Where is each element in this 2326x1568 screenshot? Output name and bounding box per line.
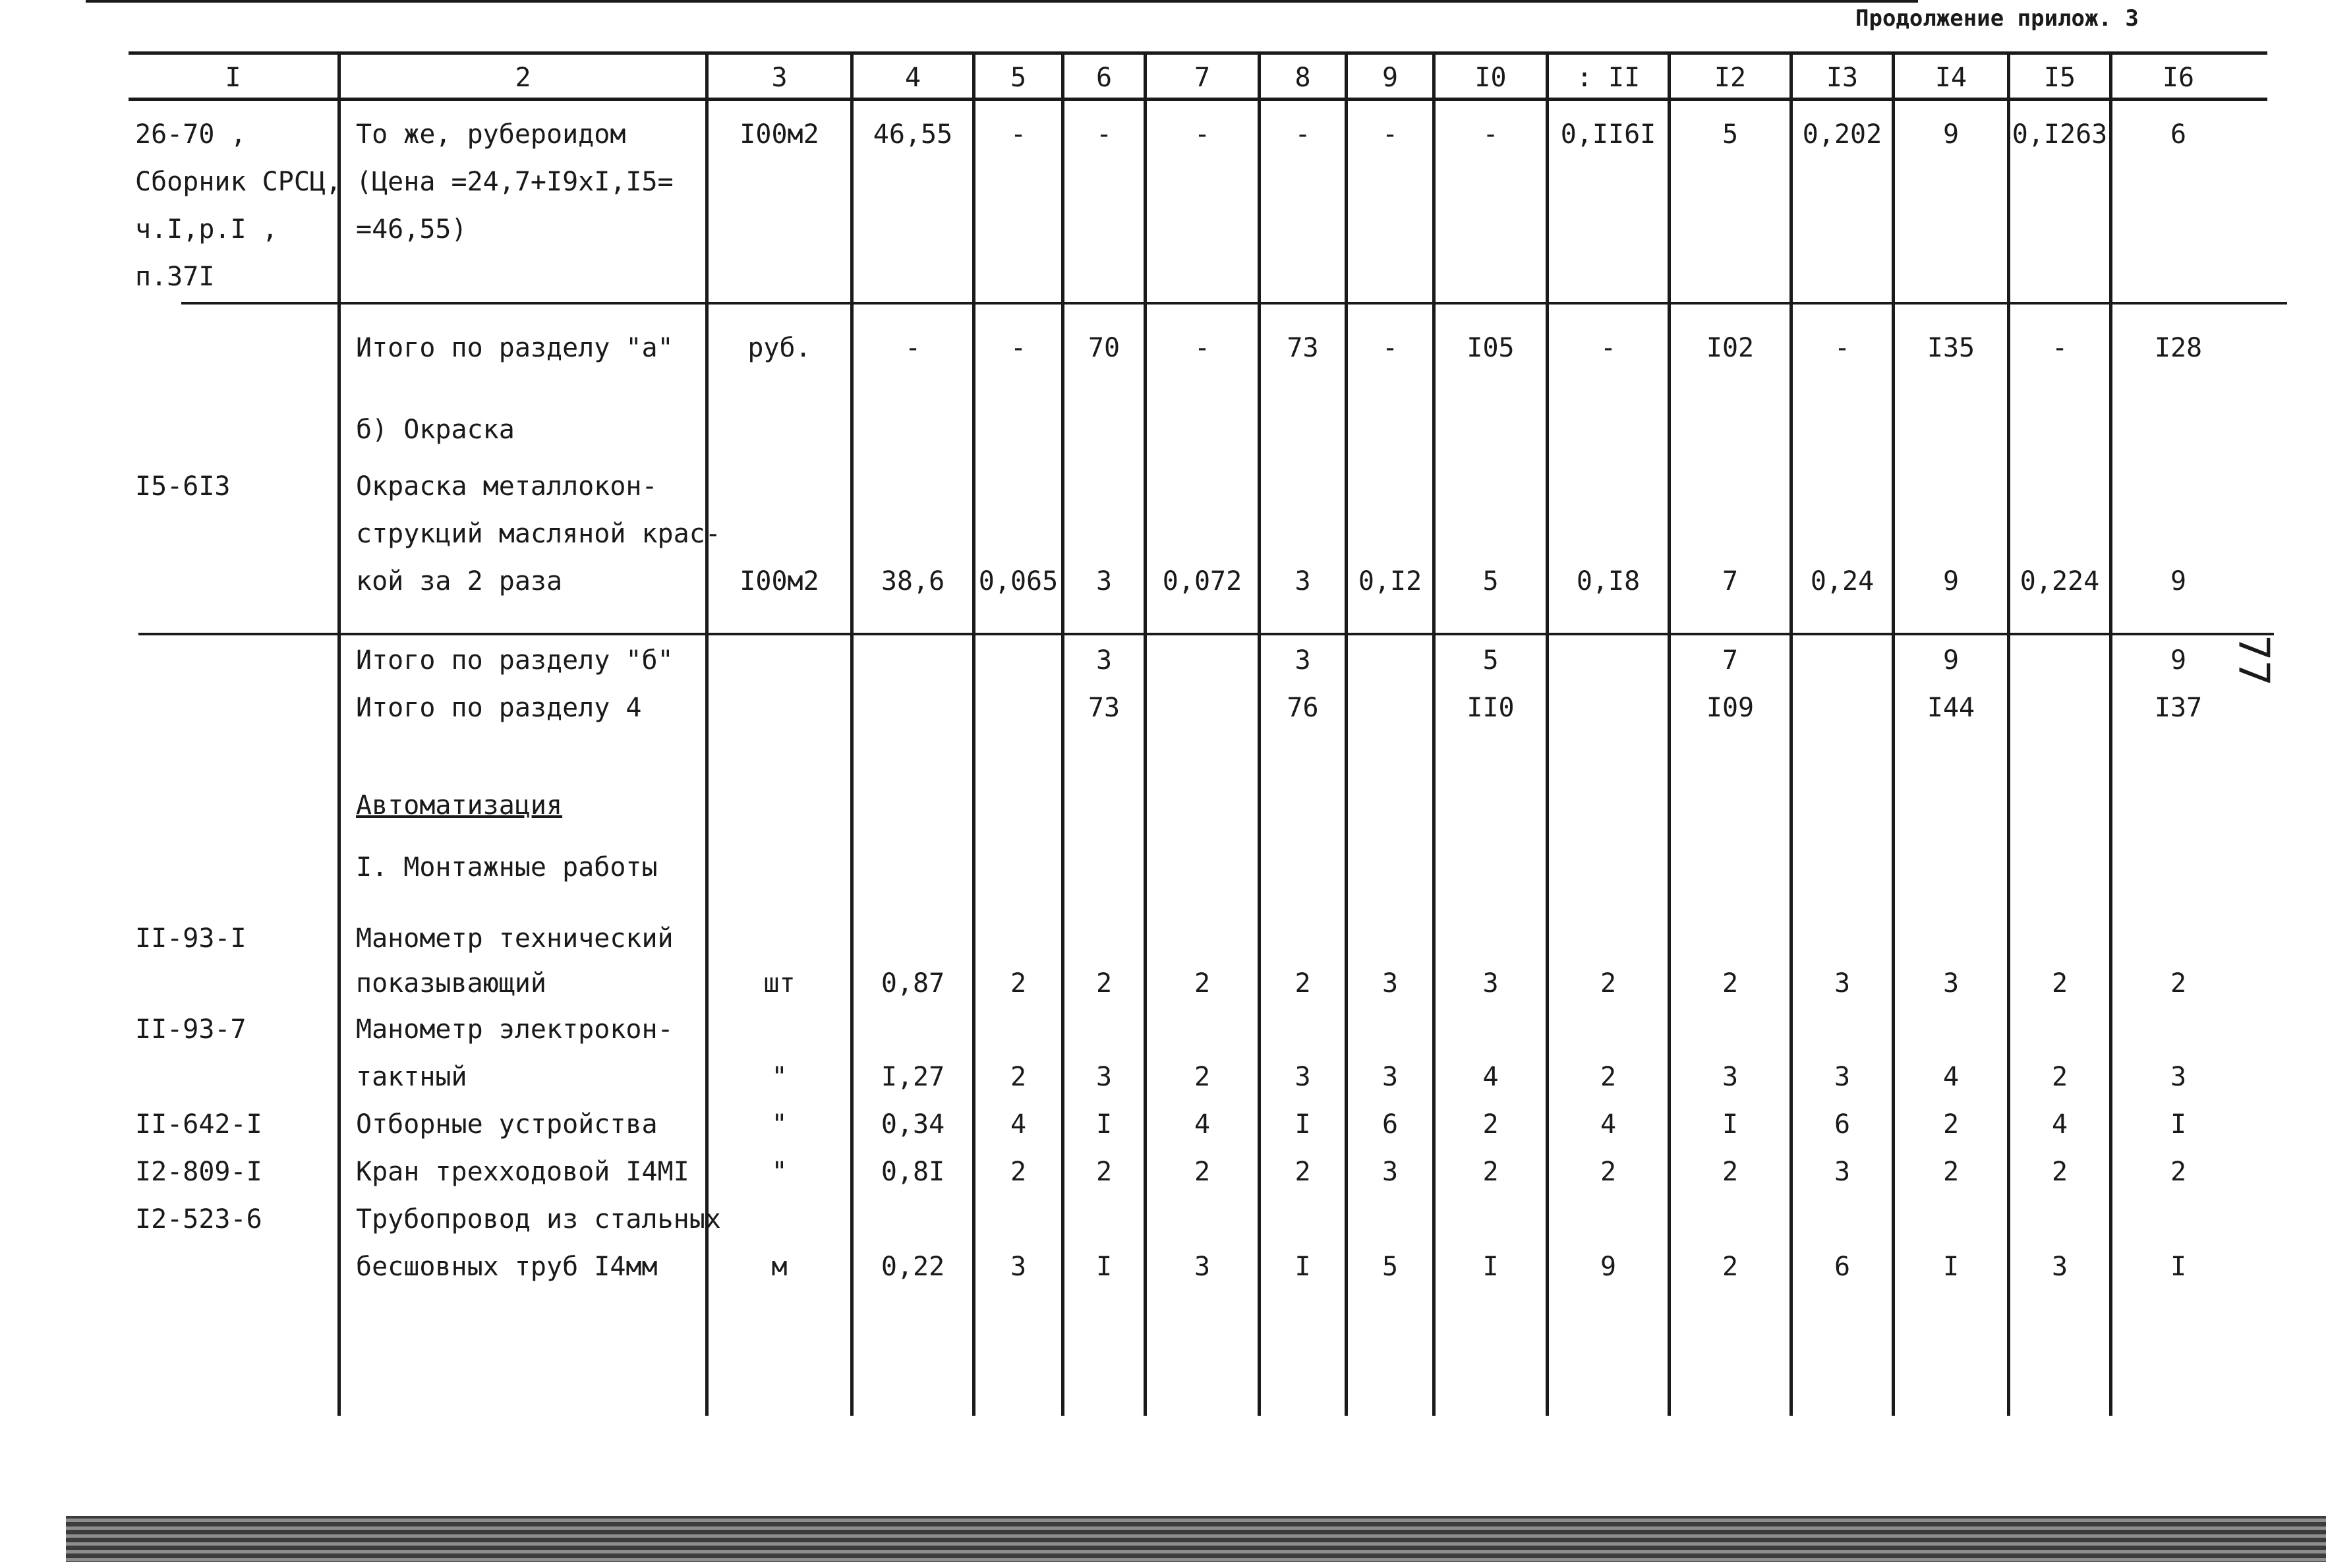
row-3-col11: 0,I8	[1576, 566, 1641, 596]
row-3-col5: 0,065	[978, 566, 1059, 596]
row-8-col4: 0,87	[881, 968, 945, 999]
row-1-col5: -	[1010, 333, 1027, 363]
row-9-col4: I,27	[881, 1062, 945, 1092]
row-4-col16: 9	[2170, 645, 2187, 676]
row-8-col3: шт	[763, 968, 796, 999]
row-4-col10: 5	[1482, 645, 1499, 676]
row-1-col13: -	[1834, 333, 1851, 363]
row-12-col6: I	[1095, 1252, 1113, 1282]
col-header-7: 7	[1194, 63, 1211, 93]
row-3-col8: 3	[1294, 566, 1311, 596]
row-4-col6: 3	[1095, 645, 1113, 676]
row-10-col6: I	[1095, 1109, 1113, 1140]
col-header-16: I6	[2162, 63, 2195, 93]
row-9-desc-2: тактный	[356, 1062, 467, 1092]
section-heading-automation: Автоматизация	[356, 790, 563, 821]
row-8-col7: 2	[1194, 968, 1211, 999]
row-3-col3: I00м2	[740, 566, 819, 596]
row-10-col11: 4	[1600, 1109, 1617, 1140]
col-header-14: I4	[1934, 63, 1967, 93]
row-12-col4: 0,22	[881, 1252, 945, 1282]
row-12-desc-1: Трубопровод из стальных	[356, 1204, 721, 1234]
header-top-rule	[129, 51, 2267, 55]
row-12-col10: I	[1482, 1252, 1499, 1282]
col-line-6	[1144, 51, 1147, 1416]
row-11-desc: Кран трехходовой I4MI	[356, 1157, 689, 1187]
row-10-col16: I	[2170, 1109, 2187, 1140]
row-12-col14: I	[1942, 1252, 1960, 1282]
row-4-col12: 7	[1722, 645, 1739, 676]
row-1-desc-1: Итого по разделу "а"	[356, 333, 674, 363]
row-0-col12: 5	[1722, 119, 1739, 150]
row-5-desc: Итого по разделу 4	[356, 693, 642, 723]
row-9-col3: "	[771, 1062, 788, 1092]
col-header-13: I3	[1826, 63, 1859, 93]
row-0-desc-2: (Цена =24,7+I9xI,I5=	[356, 167, 674, 197]
row-12-desc-2: бесшовных труб I4мм	[356, 1252, 658, 1282]
row-10-col7: 4	[1194, 1109, 1211, 1140]
row-5-col10: II0	[1467, 693, 1515, 723]
col-header-15: I5	[2043, 63, 2076, 93]
col-header-11: : II	[1576, 63, 1641, 93]
row-0-col10: -	[1482, 119, 1499, 150]
row-8-col13: 3	[1834, 968, 1851, 999]
col-line-11	[1668, 51, 1671, 1416]
row-1-col14: I35	[1927, 333, 1975, 363]
col-line-7	[1258, 51, 1261, 1416]
row-0-col8: -	[1294, 119, 1311, 150]
row-10-col4: 0,34	[881, 1109, 945, 1140]
row-11-col15: 2	[2051, 1157, 2068, 1187]
row-12-col11: 9	[1600, 1252, 1617, 1282]
col-line-4	[972, 51, 975, 1416]
col-line-10	[1546, 51, 1549, 1416]
col-header-5: 5	[1010, 63, 1027, 93]
row-3-col14: 9	[1942, 566, 1960, 596]
col-line-12	[1789, 51, 1793, 1416]
row-9-col12: 3	[1722, 1062, 1739, 1092]
col-line-14	[2007, 51, 2010, 1416]
row-12-col13: 6	[1834, 1252, 1851, 1282]
row-8-col6: 2	[1095, 968, 1113, 999]
row-12-col8: I	[1294, 1252, 1311, 1282]
col-header-9: 9	[1381, 63, 1399, 93]
row-11-col4: 0,8I	[881, 1157, 945, 1187]
row-3-col4: 38,6	[881, 566, 945, 596]
row-11-col8: 2	[1294, 1157, 1311, 1187]
row-9-col5: 2	[1010, 1062, 1027, 1092]
row-12-col16: I	[2170, 1252, 2187, 1282]
col-line-5	[1061, 51, 1064, 1416]
col-line-1	[337, 51, 341, 1416]
row-1-col6: 70	[1088, 333, 1120, 363]
row-10-col15: 4	[2051, 1109, 2068, 1140]
row-0-col11: 0,II6I	[1560, 119, 1656, 150]
row-1-col3: руб.	[747, 333, 811, 363]
row-3-col16: 9	[2170, 566, 2187, 596]
row-9-col9: 3	[1381, 1062, 1399, 1092]
row-0-desc-1: То же, рубероидом	[356, 119, 626, 150]
row-10-desc: Отборные устройства	[356, 1109, 658, 1140]
row-9-code: II-93-7	[135, 1014, 247, 1045]
row-8-col8: 2	[1294, 968, 1311, 999]
header-bottom-rule	[129, 98, 2267, 101]
col-header-10: I0	[1474, 63, 1507, 93]
row-1-col12: I02	[1706, 333, 1755, 363]
row-8-col11: 2	[1600, 968, 1617, 999]
row-3-col12: 7	[1722, 566, 1739, 596]
row-0-col6: -	[1095, 119, 1113, 150]
row-3-col6: 3	[1095, 566, 1113, 596]
row-12-col15: 3	[2051, 1252, 2068, 1282]
row-4-desc: Итого по разделу "б"	[356, 645, 674, 676]
page-note: Продолжение прилож. 3	[1855, 5, 2139, 32]
col-header-4: 4	[904, 63, 921, 93]
row-9-col6: 3	[1095, 1062, 1113, 1092]
row-9-col15: 2	[2051, 1062, 2068, 1092]
row-0-code-1: 26-70 ,	[135, 119, 247, 150]
row-10-col14: 2	[1942, 1109, 1960, 1140]
row-8-col10: 3	[1482, 968, 1499, 999]
row-11-col7: 2	[1194, 1157, 1211, 1187]
row-0-code-2: Сборник СРСЦ,	[135, 167, 342, 197]
row-4-col14: 9	[1942, 645, 1960, 676]
row-11-col9: 3	[1381, 1157, 1399, 1187]
row-10-col9: 6	[1381, 1109, 1399, 1140]
row-3-col10: 5	[1482, 566, 1499, 596]
row-0-col16: 6	[2170, 119, 2187, 150]
row-1-col4: -	[904, 333, 921, 363]
row-8-code: II-93-I	[135, 923, 247, 954]
row-8-col14: 3	[1942, 968, 1960, 999]
row-9-col11: 2	[1600, 1062, 1617, 1092]
row-0-col5: -	[1010, 119, 1027, 150]
row-8-col12: 2	[1722, 968, 1739, 999]
row-0-code-4: п.37I	[135, 262, 215, 292]
row-3-desc-3: кой за 2 раза	[356, 566, 563, 596]
row-12-col12: 2	[1722, 1252, 1739, 1282]
row-11-col5: 2	[1010, 1157, 1027, 1187]
col-line-3	[850, 51, 854, 1416]
row-1-col10: I05	[1467, 333, 1515, 363]
row-10-col5: 4	[1010, 1109, 1027, 1140]
row-10-code: II-642-I	[135, 1109, 262, 1140]
row-8-desc-1: Манометр технический	[356, 923, 674, 954]
row-8-col9: 3	[1381, 968, 1399, 999]
row-11-col13: 3	[1834, 1157, 1851, 1187]
row-5-col12: I09	[1706, 693, 1755, 723]
section-heading-painting: б) Окраска	[356, 415, 515, 445]
row-3-col15: 0,224	[2020, 566, 2100, 596]
bottom-scan-border	[66, 1516, 2326, 1562]
row-1-col11: -	[1600, 333, 1617, 363]
row-0-col13: 0,202	[1802, 119, 1882, 150]
row-10-col3: "	[771, 1109, 788, 1140]
col-line-9	[1432, 51, 1436, 1416]
row-9-col10: 4	[1482, 1062, 1499, 1092]
row-3-col13: 0,24	[1810, 566, 1875, 596]
row-11-col16: 2	[2170, 1157, 2187, 1187]
col-header-3: 3	[771, 63, 788, 93]
row-12-col3: м	[771, 1252, 788, 1282]
row-1-col15: -	[2051, 333, 2068, 363]
row-3-desc-2: струкций масляной крас-	[356, 519, 721, 549]
row-3-col7: 0,072	[1162, 566, 1242, 596]
row-0-col3: I00м2	[740, 119, 819, 150]
col-header-2: 2	[515, 63, 531, 93]
row-11-code: I2-809-I	[135, 1157, 262, 1187]
side-page-mark: 77	[2228, 635, 2278, 686]
row-3-col9: 0,I2	[1358, 566, 1422, 596]
col-line-8	[1345, 51, 1348, 1416]
row-9-col7: 2	[1194, 1062, 1211, 1092]
row-10-col12: I	[1722, 1109, 1739, 1140]
row-0-col4: 46,55	[873, 119, 953, 150]
row-1-col9: -	[1381, 333, 1399, 363]
row-3-desc-1: Окраска металлокон-	[356, 471, 658, 502]
row-8-desc-2: показывающий	[356, 968, 546, 999]
row-0-col14: 9	[1942, 119, 1960, 150]
row-11-col11: 2	[1600, 1157, 1617, 1187]
row-11-col6: 2	[1095, 1157, 1113, 1187]
row-12-code: I2-523-6	[135, 1204, 262, 1234]
row-8-col5: 2	[1010, 968, 1027, 999]
row-9-desc-1: Манометр электрокон-	[356, 1014, 674, 1045]
row-5-col14: I44	[1927, 693, 1975, 723]
row-1-col7: -	[1194, 333, 1211, 363]
row-8-col15: 2	[2051, 968, 2068, 999]
row-3-code-1: I5-6I3	[135, 471, 231, 502]
row-8-col16: 2	[2170, 968, 2187, 999]
row-5-col6: 73	[1088, 693, 1120, 723]
row-divider-1	[181, 302, 2287, 305]
row-divider-2	[138, 633, 2274, 635]
row-10-col13: 6	[1834, 1109, 1851, 1140]
row-12-col5: 3	[1010, 1252, 1027, 1282]
row-11-col14: 2	[1942, 1157, 1960, 1187]
col-header-1: I	[225, 63, 241, 93]
row-9-col8: 3	[1294, 1062, 1311, 1092]
row-11-col10: 2	[1482, 1157, 1499, 1187]
section-heading-installation: I. Монтажные работы	[356, 852, 658, 883]
row-0-col7: -	[1194, 119, 1211, 150]
row-4-col8: 3	[1294, 645, 1311, 676]
row-5-col8: 76	[1287, 693, 1319, 723]
row-9-col14: 4	[1942, 1062, 1960, 1092]
row-11-col12: 2	[1722, 1157, 1739, 1187]
col-header-6: 6	[1095, 63, 1113, 93]
row-10-col8: I	[1294, 1109, 1311, 1140]
row-1-col16: I28	[2154, 333, 2203, 363]
row-12-col7: 3	[1194, 1252, 1211, 1282]
row-12-col9: 5	[1381, 1252, 1399, 1282]
row-1-col8: 73	[1287, 333, 1319, 363]
col-header-8: 8	[1294, 63, 1311, 93]
row-0-code-3: ч.I,p.I ,	[135, 214, 278, 245]
col-header-12: I2	[1714, 63, 1747, 93]
row-11-col3: "	[771, 1157, 788, 1187]
row-9-col13: 3	[1834, 1062, 1851, 1092]
top-rule	[86, 0, 1918, 3]
row-0-col9: -	[1381, 119, 1399, 150]
row-0-desc-3: =46,55)	[356, 214, 467, 245]
row-10-col10: 2	[1482, 1109, 1499, 1140]
col-line-15	[2109, 51, 2112, 1416]
col-line-13	[1892, 51, 1895, 1416]
row-9-col16: 3	[2170, 1062, 2187, 1092]
row-0-col15: 0,I263	[2012, 119, 2108, 150]
row-5-col16: I37	[2154, 693, 2203, 723]
